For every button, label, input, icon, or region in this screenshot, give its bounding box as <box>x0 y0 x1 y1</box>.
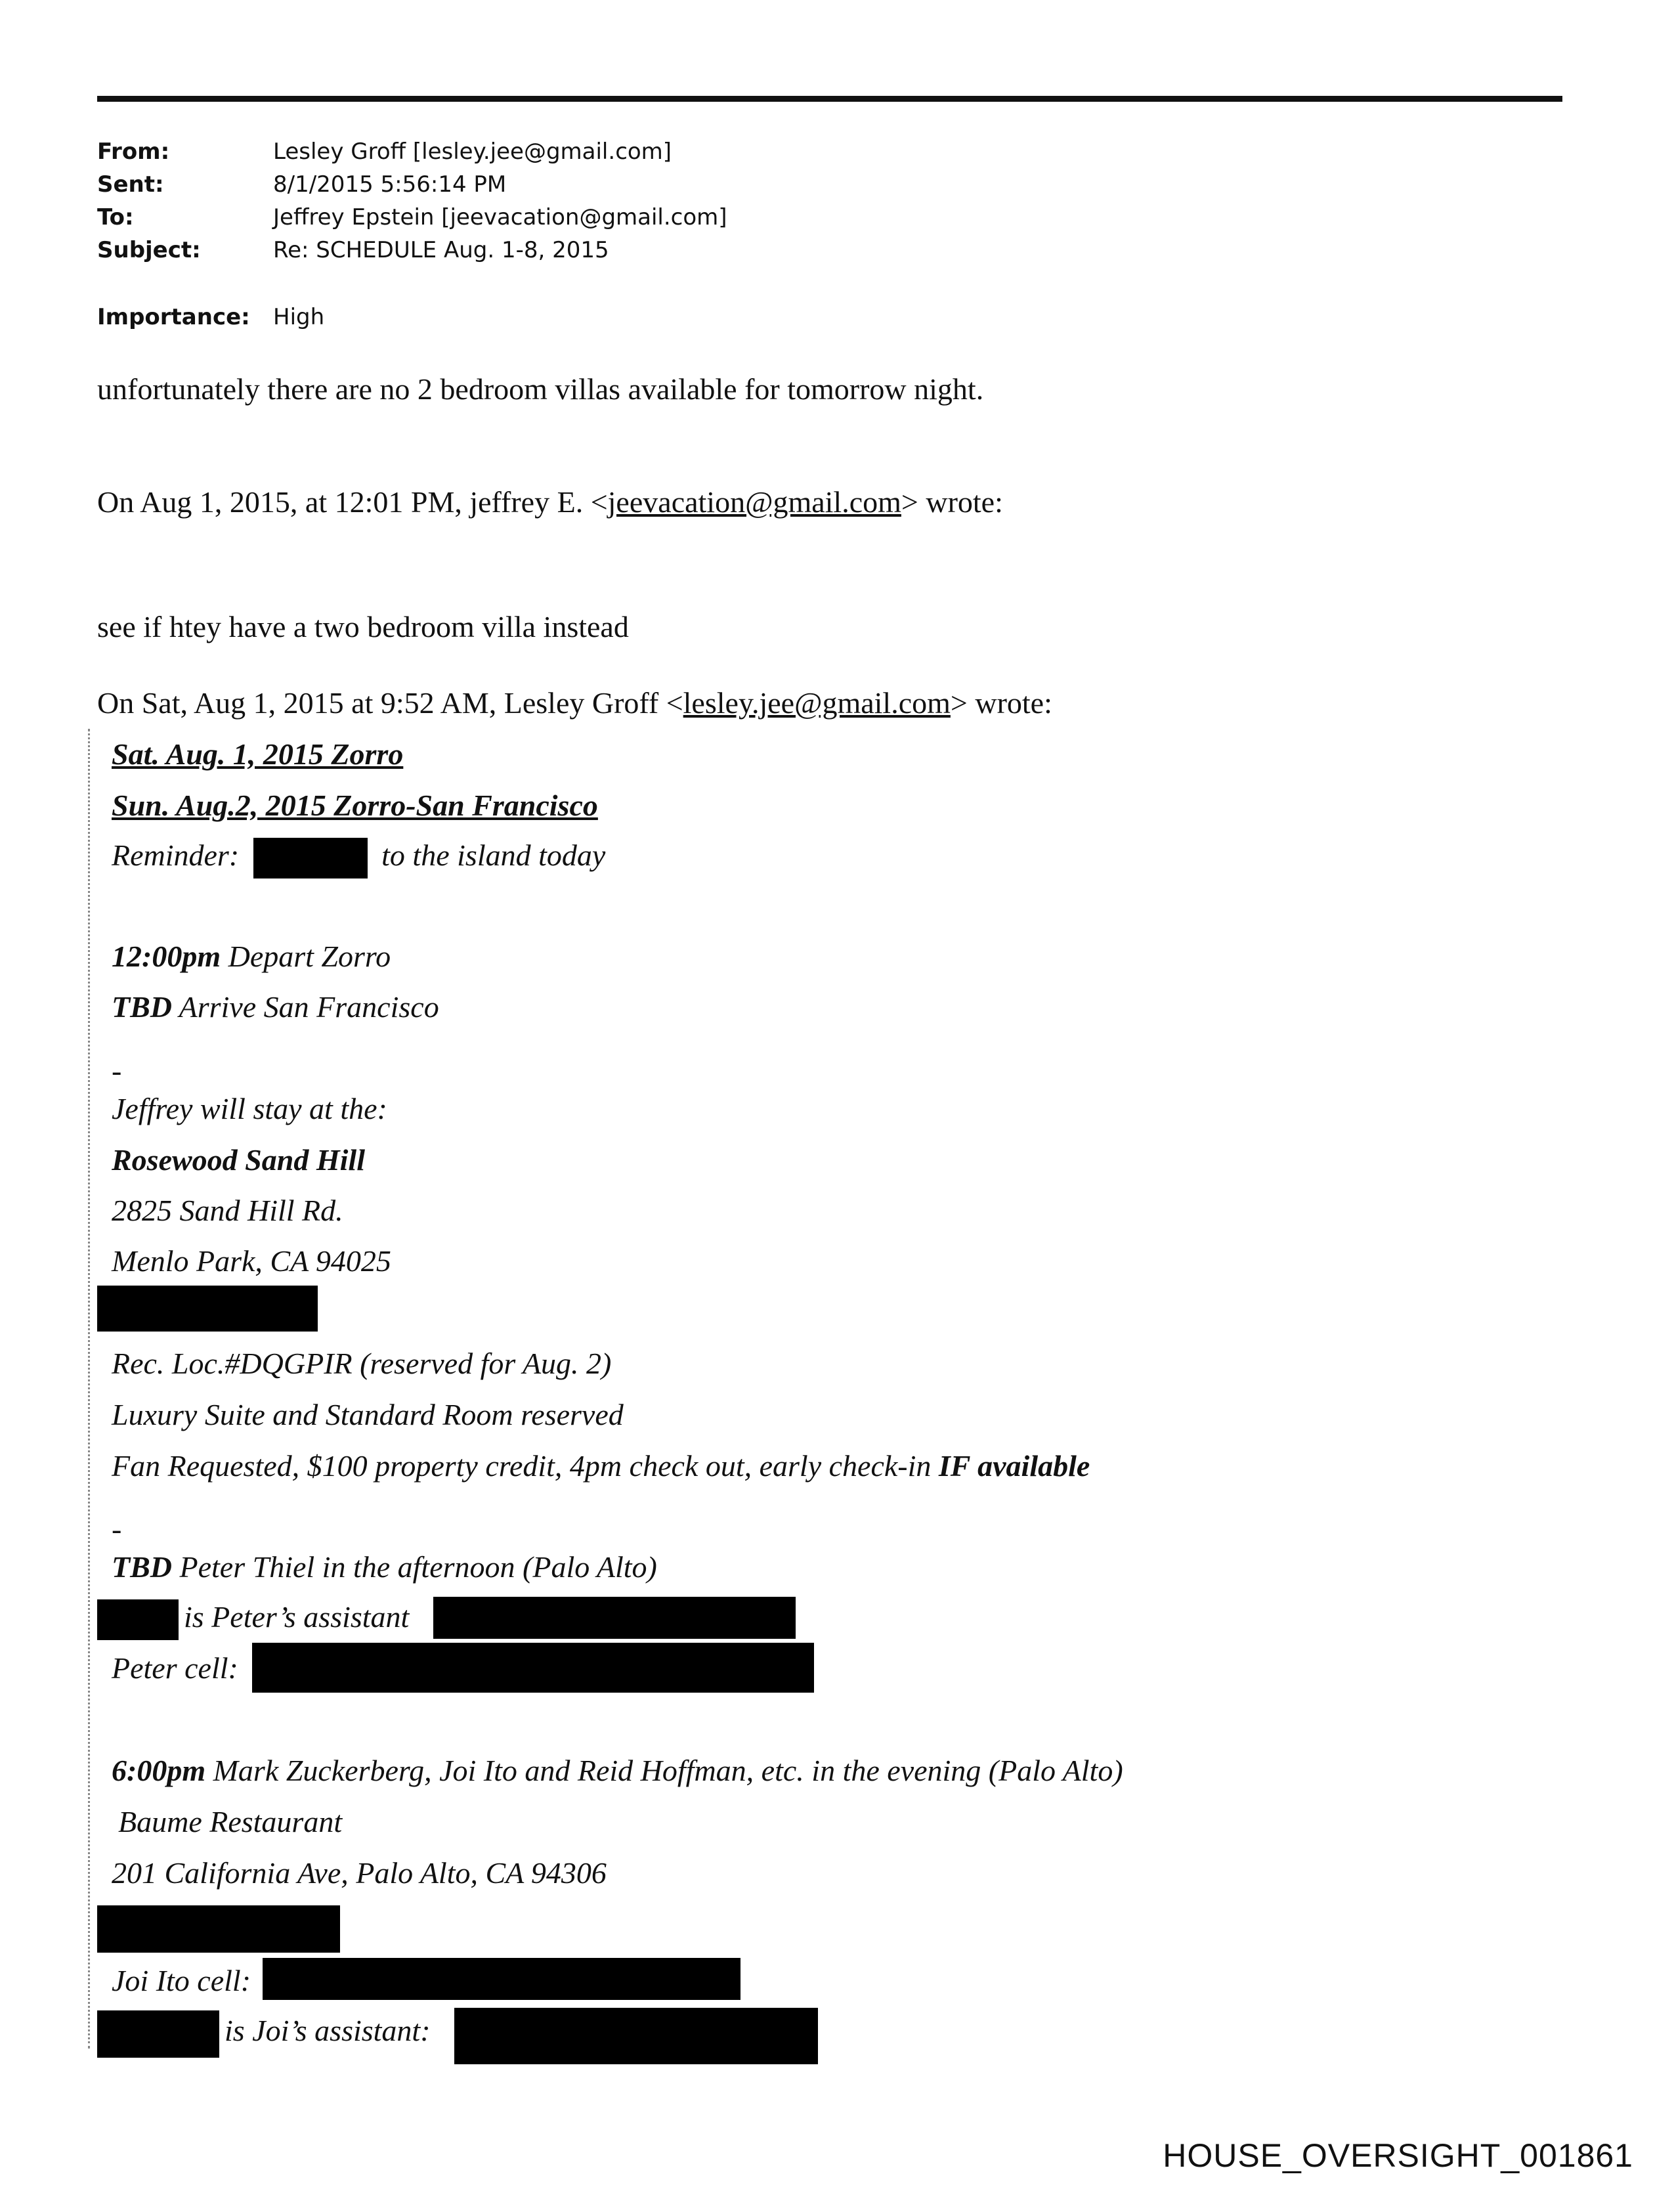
requests-line <box>112 1448 1090 1483</box>
redaction-box <box>253 838 368 878</box>
hotel-city: Menlo Park, CA 94025 <box>112 1244 391 1278</box>
redaction-box <box>263 1958 740 2000</box>
dinner-time: 6:00pm <box>112 1754 206 1787</box>
thiel-line <box>112 1550 657 1584</box>
thiel-time: TBD <box>112 1550 172 1584</box>
reply-2-suffix: > wrote: <box>950 686 1052 720</box>
separator-dash-1: - <box>112 1054 122 1087</box>
assistant-line: is Peter’s assistant <box>184 1600 410 1634</box>
schedule-day-2: Sun. Aug.2, 2015 Zorro-San Francisco <box>112 789 598 822</box>
sent-label: Sent: <box>97 171 164 198</box>
bates-number: HOUSE_OVERSIGHT_001861 <box>1163 2137 1633 2174</box>
importance-label: Importance: <box>97 304 250 330</box>
peter-cell-label: Peter cell: <box>112 1651 238 1685</box>
redaction-box <box>433 1597 796 1639</box>
reply-1-email-link[interactable]: jeevacation@gmail.com <box>607 485 901 519</box>
depart-time: 12:00pm <box>112 940 221 973</box>
to-label: To: <box>97 204 134 230</box>
arrive-line <box>112 989 439 1024</box>
arrive-text: Arrive San Francisco <box>172 990 439 1024</box>
subject-value: Re: SCHEDULE Aug. 1-8, 2015 <box>273 237 609 263</box>
hotel-name <box>112 1142 365 1177</box>
joi-cell-label: Joi Ito cell: <box>112 1964 251 1997</box>
reply-header-2 <box>97 685 1052 720</box>
redaction-box <box>252 1643 814 1693</box>
dinner-text: Mark Zuckerberg, Joi Ito and Reid Hoffman, etc. in the evening (Palo Alto) <box>205 1754 1123 1787</box>
restaurant-address: 201 California Ave, Palo Alto, CA 94306 <box>112 1856 607 1890</box>
arrive-time: TBD <box>112 990 172 1024</box>
hotel-name-text: Rosewood Sand Hill <box>112 1143 365 1177</box>
schedule-day-1: Sat. Aug. 1, 2015 Zorro <box>112 737 404 771</box>
reply-header-1 <box>97 485 1003 519</box>
redaction-box <box>97 1905 340 1953</box>
reply-2-prefix: On Sat, Aug 1, 2015 at 9:52 AM, Lesley Groff < <box>97 686 683 720</box>
rooms-line: Luxury Suite and Standard Room reserved <box>112 1398 624 1431</box>
rec-loc: Rec. Loc.#DQGPIR (reserved for Aug. 2) <box>112 1347 612 1380</box>
to-value: Jeffrey Epstein [jeevacation@gmail.com] <box>273 204 727 230</box>
depart-line <box>112 939 391 974</box>
reminder-prefix: Reminder: <box>112 838 240 872</box>
requests-bold: IF available <box>938 1449 1090 1483</box>
thiel-text: Peter Thiel in the afternoon (Palo Alto) <box>172 1550 657 1584</box>
redaction-box <box>97 2010 219 2058</box>
header-rule <box>97 96 1562 102</box>
from-label: From: <box>97 139 170 165</box>
redaction-box <box>97 1599 179 1640</box>
reply-1-suffix: > wrote: <box>901 485 1003 519</box>
stay-intro: Jeffrey will stay at the: <box>112 1092 387 1125</box>
reply-1-prefix: On Aug 1, 2015, at 12:01 PM, jeffrey E. < <box>97 485 608 519</box>
importance-value: High <box>273 304 325 330</box>
reply-2-email-link[interactable]: lesley.jee@gmail.com <box>683 686 951 720</box>
from-value: Lesley Groff [lesley.jee@gmail.com] <box>273 139 672 165</box>
body-line-2: see if htey have a two bedroom villa instead <box>97 610 629 643</box>
quote-bar <box>88 729 90 2049</box>
joi-assistant-line: is Joi’s assistant: <box>225 2014 431 2047</box>
requests-text: Fan Requested, $100 property credit, 4pm check out, early check-in <box>112 1449 939 1483</box>
redaction-box <box>454 2008 818 2064</box>
subject-label: Subject: <box>97 237 201 263</box>
dinner-line <box>112 1753 1123 1788</box>
reminder-suffix: to the island today <box>381 838 606 872</box>
depart-text: Depart Zorro <box>221 940 391 973</box>
redaction-box <box>97 1286 318 1332</box>
body-line-1: unfortunately there are no 2 bedroom villas available for tomorrow night. <box>97 372 984 406</box>
separator-dash-2: - <box>112 1512 122 1546</box>
sent-value: 8/1/2015 5:56:14 PM <box>273 171 507 198</box>
reminder-line <box>112 838 605 878</box>
hotel-street: 2825 Sand Hill Rd. <box>112 1194 343 1227</box>
restaurant-name: Baume Restaurant <box>118 1805 343 1838</box>
